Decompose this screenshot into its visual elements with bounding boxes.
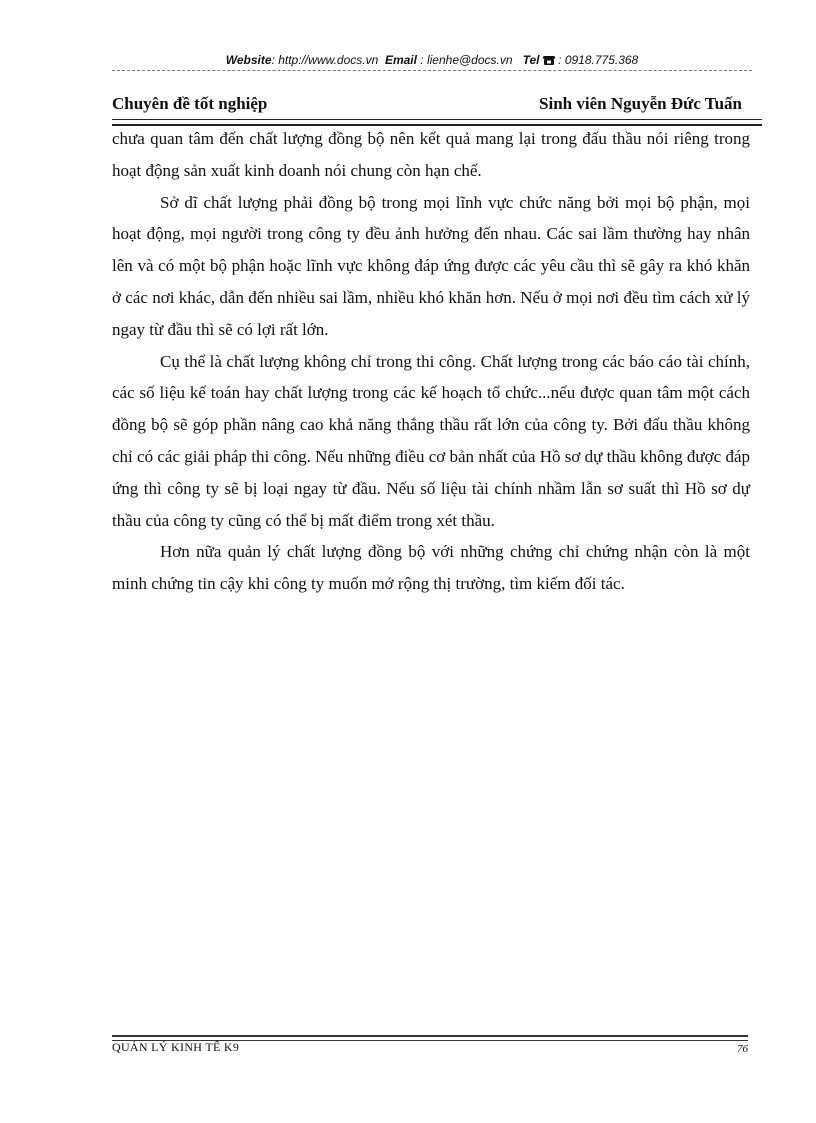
email-separator: : <box>416 53 427 67</box>
paragraph: Cụ thể là chất lượng không chỉ trong thi công. Chất lượng trong các báo cáo tài chính, các số liệu kế toán hay chất lượng trong các kế hoạch tổ chức...nếu được quan tâm một cách đồng bộ sẽ góp phần nâng cao khả năng thắng thầu rất lớn của công ty. Bởi đấu thầu không chỉ có các giải pháp thi công. Nếu những điều cơ bản nhất của Hồ sơ dự thầu không được đáp ứng thì công ty sẽ bị loại ngay từ đầu. Nếu số liệu tài chính nhầm lẫn sơ suất thì Hồ sơ dự thầu của công ty cũng có thể bị mất điểm trong xét thầu. <box>112 351 750 530</box>
footer-department: QUẢN LÝ KINH TẾ K9 <box>112 1040 240 1054</box>
tel-separator: : <box>554 53 565 67</box>
website-label: Website <box>225 53 272 67</box>
paragraph: Sở dĩ chất lượng phải đồng bộ trong mọi lĩnh vực chức năng bởi mọi bộ phận, mọi hoạt động, mọi người trong công ty đều ảnh hưởng đến nhau. Các sai lầm thường hay nhân lên và có một bộ phận hoặc lĩnh vực không đáp ứng được các yêu cầu thì sẽ gây ra khó khăn ở các nơi khác, dẫn đến nhiều sai lầm, nhiều khó khăn hơn. Nếu ở mọi nơi đều tìm cách xử lý ngay từ đầu thì sẽ có lợi rất lớn. <box>112 192 750 339</box>
running-header <box>112 94 742 118</box>
paragraph: Hơn nữa quản lý chất lượng đồng bộ với những chứng chỉ chứng nhận còn là một minh chứng tin cậy khi công ty muốn mở rộng thị trường, tìm kiếm đối tác. <box>112 542 750 594</box>
tel-number[interactable]: 0918.775.368 <box>564 53 639 67</box>
website-url[interactable]: http://www.docs.vn <box>278 53 379 67</box>
body-text <box>112 123 750 600</box>
paragraph-continued: chưa quan tâm đến chất lượng đồng bộ nên kết quả mang lại trong đấu thầu nói riêng trong hoạt động sản xuất kinh doanh nói chung còn hạn chế. <box>112 129 750 180</box>
banner-divider <box>112 70 752 71</box>
email-label: Email <box>384 53 417 67</box>
page-number: 76 <box>737 1043 748 1055</box>
header-thesis-title: Chuyên đề tốt nghiệp <box>112 94 268 113</box>
tel-label: Tel <box>522 53 540 67</box>
site-banner <box>112 52 752 70</box>
phone-icon <box>543 54 555 70</box>
header-rule-thin <box>112 119 762 120</box>
email-address[interactable]: lienhe@docs.vn <box>426 53 513 67</box>
header-student-name: Sinh viên Nguyễn Đức Tuấn <box>539 94 742 113</box>
website-separator: : <box>271 53 279 67</box>
footer-rule-thick <box>112 1035 748 1037</box>
